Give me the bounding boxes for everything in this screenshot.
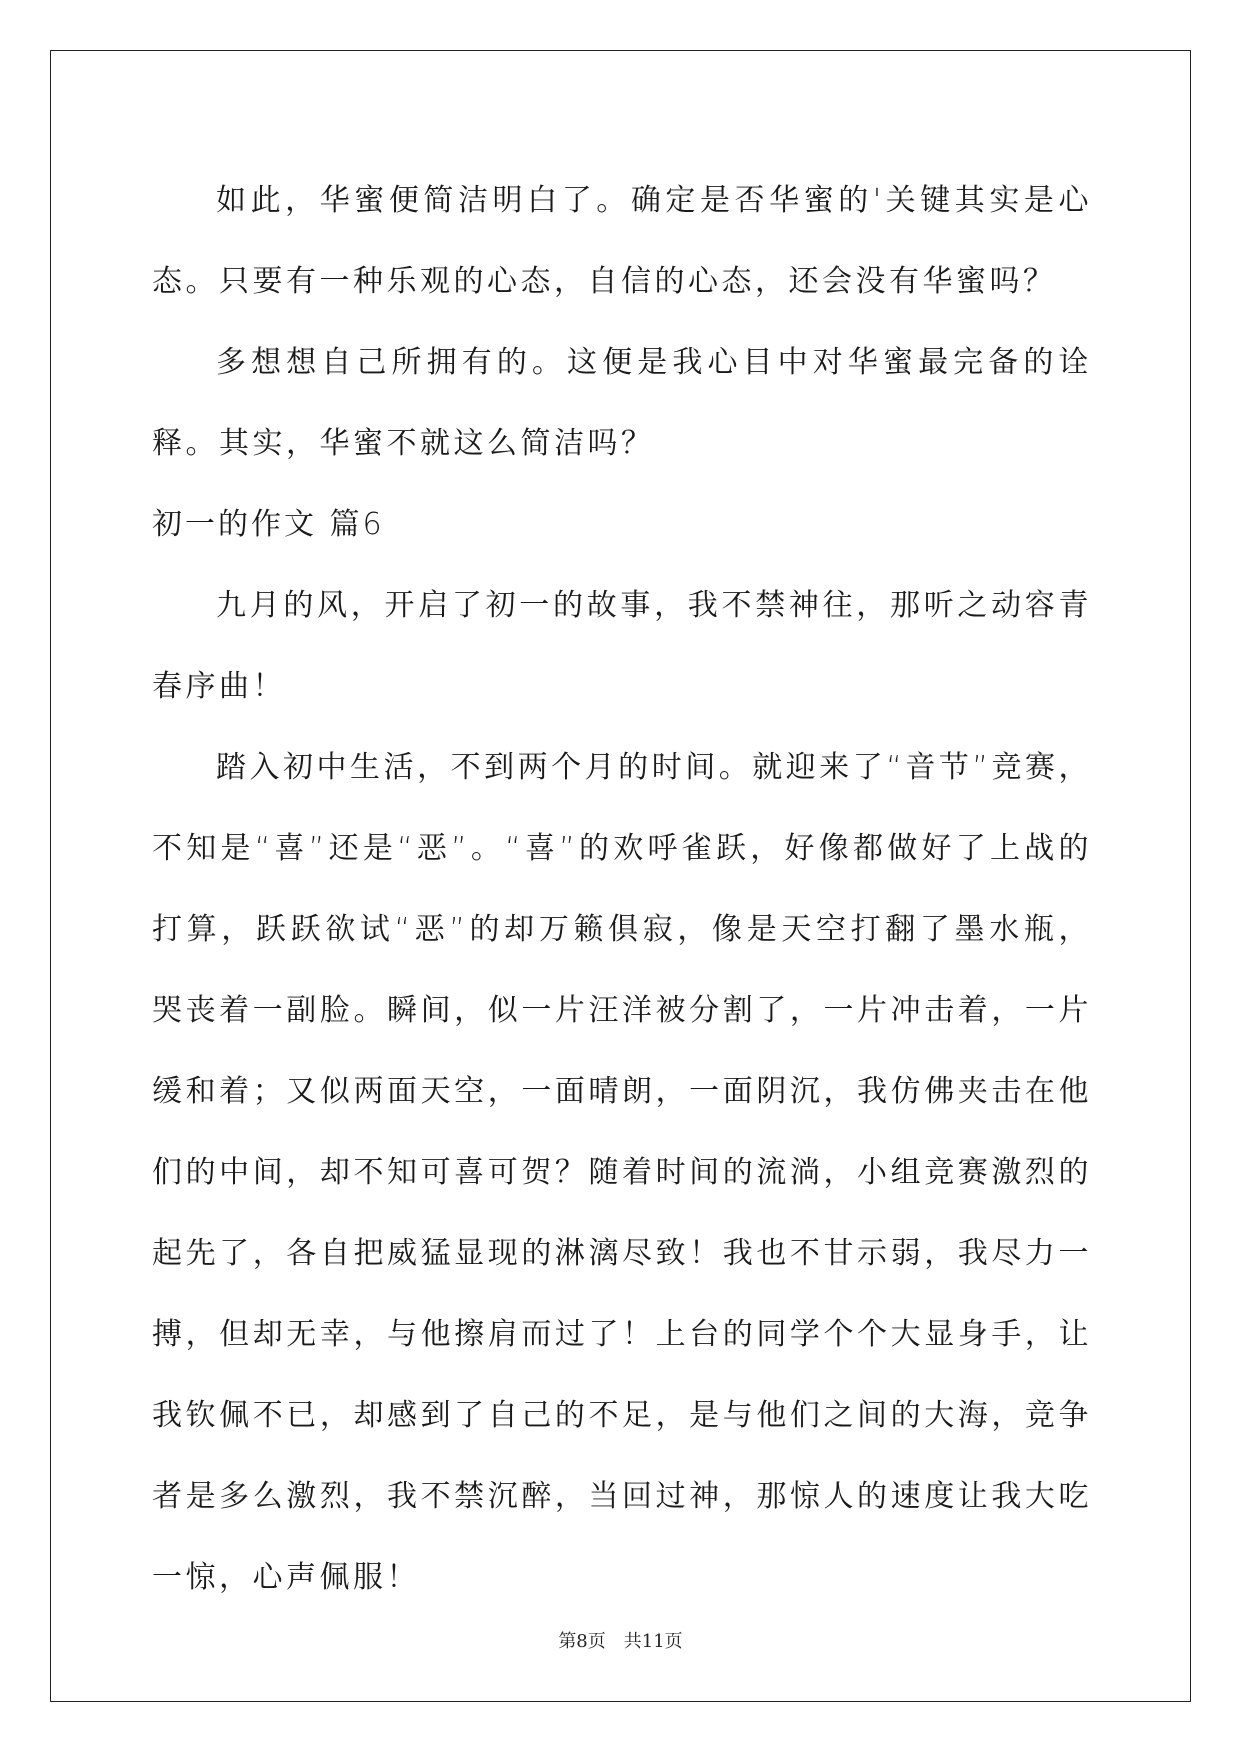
paragraph: 踏入初中生活，不到两个月的时间。就迎来了“音节”竞赛，不知是“喜”还是“恶”。“喜”的欢呼雀跃，好像都做好了上战的打算，跃跃欲试“恶”的却万籁俱寂，像是天空打翻了墨水瓶，哭丧着一副脸。瞬间，似一片汪洋被分割了，一片冲击着，一片缓和着；又似两面天空，一面晴朗，一面阴沉，我仿佛夹击在他们的中间，却不知可喜可贺？随着时间的流淌，小组竞赛激烈的起先了，各自把威猛显现的淋漓尽致！我也不甘示弱，我尽力一搏，但却无幸，与他擦肩而过了！上台的同学个个大显身手，让我钦佩不已，却感到了自己的不足，是与他们之间的大海，竞争者是多么激烈，我不禁沉醉，当回过神，那惊人的速度让我大吃一惊，心声佩服！ (152, 750, 1092, 1595)
page-footer (0, 1627, 1241, 1653)
section-title: 初一的作文 篇6 (152, 507, 385, 542)
page-number: 第8页 (558, 1631, 606, 1652)
page-total: 共11页 (623, 1631, 683, 1652)
paragraph: 如此，华蜜便简洁明白了。确定是否华蜜的'关键其实是心态。只要有一种乐观的心态，自信的心态，还会没有华蜜吗？ (152, 183, 1092, 299)
paragraph: 九月的风，开启了初一的故事，我不禁神往，那听之动容青春序曲！ (152, 588, 1092, 704)
document-body (152, 160, 1092, 1618)
paragraph: 多想想自己所拥有的。这便是我心目中对华蜜最完备的诠释。其实，华蜜不就这么简洁吗？ (152, 345, 1092, 461)
